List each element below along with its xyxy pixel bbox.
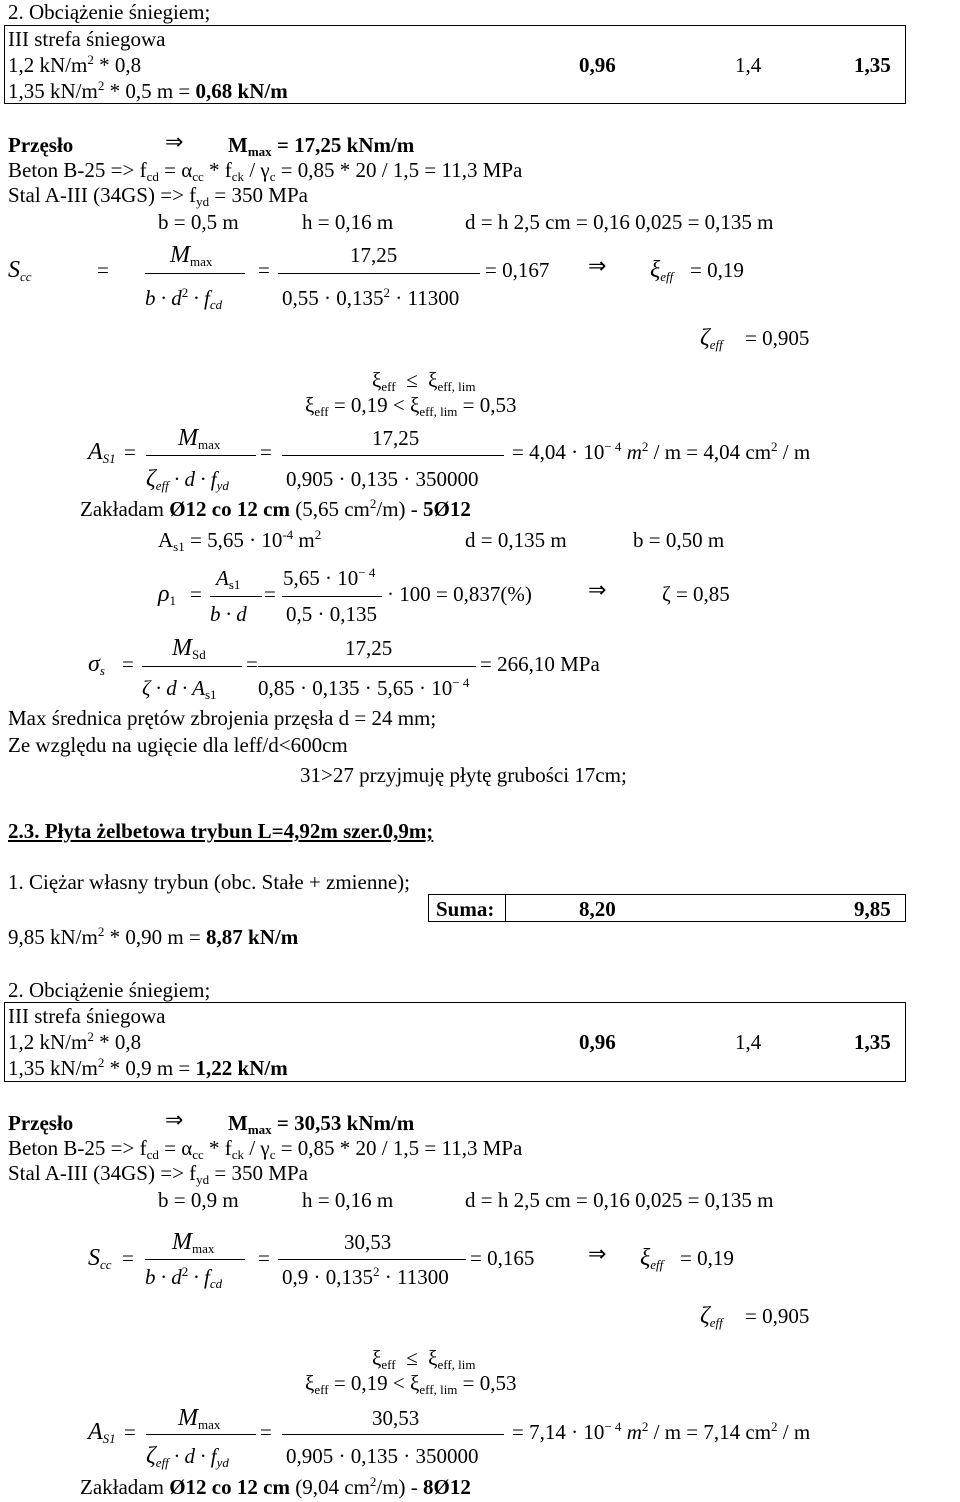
as1-provided: $As1 = 5,65 \cdot 10^{-4}$ $m^2$	[158, 527, 322, 554]
section-title: 2.3. Płyta żelbetowa trybun L=4,92m szer.0,9m;	[8, 819, 434, 843]
rho-numerator: As1	[216, 566, 241, 592]
snow-design-value: 1,35	[854, 53, 891, 77]
fraction-bar-8	[258, 666, 476, 667]
zeta-value: ζ = 0,85	[662, 582, 730, 606]
snow-load-tail: * 0,8	[93, 53, 142, 77]
sigma-denominator: ζ · d · As1	[142, 676, 217, 702]
rho-den-value: 0,5 · 0,135	[286, 602, 377, 626]
scc-numerator-2: Mmax	[172, 1229, 215, 1256]
max-bar-diameter-note: Max średnica prętów zbrojenia przęsła d = 24 mm;	[8, 706, 437, 730]
as1-num-value-2: 30,53	[372, 1406, 420, 1430]
xi-compare-3: ξeff ≤ ξeff, lim	[372, 1346, 476, 1372]
as1-result: = $4,04 \cdot 10^{- 4}$ $m^2 / m = 4,04$ $cm^2$ / m	[512, 439, 811, 464]
scc-result-2: = 0,165	[470, 1246, 535, 1270]
height-h: h = 0,16 m	[302, 210, 394, 234]
concrete-line: Beton B-25 => fcd = αcc * fck / γc = 0,85 * 20 / 1,5 = 11,3 MPa	[8, 158, 523, 184]
xi-eff-result-2: = 0,19	[680, 1246, 734, 1270]
self-weight-heading: 1. Ciężar własny trybun (obc. Stałe + zmienne);	[8, 870, 410, 894]
snow-char-value-2: 0,96	[579, 1030, 616, 1054]
snow-load-line	[8, 79, 288, 106]
rho-denominator: b · d	[210, 602, 247, 626]
implies-arrow-icon: ⇒	[165, 130, 184, 155]
zeta-eff: ζeff	[700, 325, 723, 352]
fraction-bar-9	[145, 1259, 245, 1260]
fraction-bar-4	[282, 455, 504, 456]
implies-arrow-icon-5: ⇒	[588, 1242, 607, 1267]
as1-den-value-2: 0,905 · 0,135 · 350000	[286, 1444, 479, 1468]
steel-text: Stal A-III (34GS) => f	[8, 183, 197, 207]
sigma-result: = 266,10 MPa	[480, 652, 600, 676]
equals-3: =	[124, 440, 136, 464]
mmax-value: = 17,25 kNm/m	[271, 133, 415, 157]
equals-10: =	[258, 1246, 270, 1270]
as1-numerator: Mmax	[178, 425, 221, 452]
implies-arrow-icon-4: ⇒	[165, 1108, 184, 1133]
line-sq: 2	[97, 78, 105, 93]
as1-label-2: AS1	[88, 1419, 116, 1446]
scc-num-value: 17,25	[350, 243, 398, 267]
as1-den-value: 0,905 · 0,135 · 350000	[286, 467, 479, 491]
steel-sub: yd	[196, 194, 210, 209]
snow-safety-factor: 1,4	[735, 53, 762, 77]
scc-denominator: $b \cdot d^2$ · fcd	[145, 285, 223, 312]
depth-d-2: d = h 2,5 cm = 0,16 0,025 = 0,135 m	[465, 1188, 774, 1212]
fraction-bar-7	[142, 666, 242, 667]
snow-zone-label-2: III strefa śniegowa	[8, 1004, 166, 1028]
b-value: b = 0,50 m	[633, 528, 725, 552]
concrete-line-2: Beton B-25 => fcd = αcc * fck / γc = 0,85 * 20 / 1,5 = 11,3 MPa	[8, 1136, 523, 1162]
reinforcement-choice: Zakładam Ø12 co 12 cm (5,65 $cm^2/m$) - 5Ø12	[80, 496, 471, 521]
equals-8: =	[246, 652, 258, 676]
zeta-eff-result: = 0,905	[745, 326, 810, 350]
equals-2: =	[258, 258, 270, 282]
xi-compare-2: ξeff = 0,19 < ξeff, lim = 0,53	[305, 393, 517, 419]
equals-12: =	[260, 1420, 272, 1444]
xi-compare-1: ξeff ≤ ξeff, lim	[372, 368, 476, 394]
equals-9: =	[122, 1246, 134, 1270]
as1-num-value: 17,25	[372, 426, 420, 450]
slab-thickness-note: 31>27 przyjmuję płytę grubości 17cm;	[300, 763, 627, 787]
fraction-bar-3	[146, 455, 256, 456]
span-label: Przęsło	[8, 133, 74, 157]
d-value: d = 0,135 m	[465, 528, 567, 552]
line-result: 0,68 kN/m	[195, 79, 288, 103]
zeta-eff-2: ζeff	[700, 1303, 723, 1330]
sigma-numerator: MSd	[172, 635, 206, 662]
fraction-bar-11	[146, 1434, 256, 1435]
as1-denominator: ζeff · d · fyd	[146, 466, 229, 493]
reinforcement-choice-2: Zakładam Ø12 co 12 cm (9,04 $cm^2/m$) - 8Ø12	[80, 1474, 471, 1499]
rho-result: · 100 = 0,837(%)	[387, 582, 532, 606]
snow-load-line-2: 1,35 $kN/m^2 * 0,9$ m = 1,22 kN/m	[8, 1055, 288, 1080]
as1-result-2: = $7,14 \cdot 10^{- 4}$ $m^2 / m = 7,14$ $cm^2$ / m	[512, 1419, 811, 1444]
snow-safety-factor-2: 1,4	[735, 1030, 762, 1054]
equals: =	[97, 258, 109, 282]
snow-zone-label: III strefa śniegowa	[8, 27, 166, 51]
mmax-line-2: Mmax = 30,53 kNm/m	[228, 1111, 415, 1137]
mmax-line	[228, 133, 414, 160]
fraction-bar-12	[282, 1434, 504, 1435]
equals-7: =	[122, 652, 134, 676]
deflection-note: Ze względu na ugięcie dla leff/d<600cm	[8, 733, 348, 757]
sigma-num-value: 17,25	[345, 636, 393, 660]
scc-num-value-2: 30,53	[344, 1230, 392, 1254]
sum-table-divider	[505, 894, 506, 922]
snow-load-sq: 2	[87, 52, 94, 67]
scc-result: = 0,167	[485, 258, 550, 282]
xi-compare-4: ξeff = 0,19 < ξeff, lim = 0,53	[305, 1371, 517, 1397]
xi-eff: ξeff	[650, 257, 674, 284]
scc-den-value: $0,55 \cdot 0,135^2 \cdot 11300$	[282, 285, 460, 310]
scc-den-value-2: $0,9 \cdot 0,135^2 \cdot 11300$	[282, 1264, 449, 1289]
self-weight-line: 9,85 $kN/m^2 * 0,90$ m = 8,87 kN/m	[8, 924, 299, 949]
snow-load-row	[8, 53, 141, 80]
xi-eff-result: = 0,19	[690, 258, 744, 282]
sigma-den-value: $0,85 \cdot 0,135 \cdot 5,65 \cdot 10^{- 4}$	[258, 675, 470, 700]
snow-design-value-2: 1,35	[854, 1030, 891, 1054]
as1-numerator-2: Mmax	[178, 1405, 221, 1432]
equals-4: =	[260, 440, 272, 464]
snow-load-text: 1,2 kN/m	[8, 53, 88, 77]
equals-5: =	[190, 582, 202, 606]
fraction-bar-10	[278, 1259, 466, 1260]
width-b: b = 0,5 m	[158, 210, 239, 234]
rho-num-value: $5,65 \cdot 10^{- 4}$	[283, 565, 376, 590]
fraction-bar-6	[282, 596, 382, 597]
width-b-2: b = 0,9 m	[158, 1188, 239, 1212]
sum-value-1: 8,20	[579, 897, 616, 921]
mmax-m: M	[228, 133, 248, 157]
fraction-bar-5	[210, 596, 262, 597]
line-mid: * 0,5 m =	[104, 79, 196, 103]
scc-label-2: Scc	[88, 1245, 112, 1272]
line-text: 1,35 kN/m	[8, 79, 98, 103]
snow-load-heading: 2. Obciążenie śniegiem;	[8, 0, 211, 24]
steel-line	[8, 183, 308, 210]
steel-value: = 350 MPa	[209, 183, 308, 207]
snow-char-value: 0,96	[579, 53, 616, 77]
depth-d: d = h 2,5 cm = 0,16 0,025 = 0,135 m	[465, 210, 774, 234]
implies-arrow-icon-2: ⇒	[588, 254, 607, 279]
sum-value-2: 9,85	[854, 897, 891, 921]
snow-load-heading-2: 2. Obciążenie śniegiem;	[8, 978, 211, 1002]
mmax-sub: max	[247, 144, 272, 159]
fraction-bar	[145, 273, 245, 274]
scc-label: Scc	[8, 257, 32, 284]
sum-label: Suma:	[436, 897, 495, 921]
xi-eff-2: ξeff	[640, 1245, 664, 1272]
scc-denominator-2: $b \cdot d^2$ · fcd	[145, 1264, 223, 1291]
as1-denominator-2: ζeff · d · fyd	[146, 1443, 229, 1470]
as1-label: AS1	[88, 439, 116, 466]
sum-table	[428, 894, 906, 922]
sigma-label: σs	[88, 651, 105, 678]
implies-arrow-icon-3: ⇒	[588, 578, 607, 603]
fraction-bar-2	[278, 273, 480, 274]
steel-line-2: Stal A-III (34GS) => fyd = 350 MPa	[8, 1161, 308, 1187]
height-h-2: h = 0,16 m	[302, 1188, 394, 1212]
zeta-eff-result-2: = 0,905	[745, 1304, 810, 1328]
snow-load-row-2: 1,2 $kN/m^2 * 0,8$	[8, 1029, 142, 1054]
span-label-2: Przęsło	[8, 1111, 74, 1135]
equals-6: =	[264, 582, 276, 606]
equals-11: =	[124, 1420, 136, 1444]
scc-numerator: Mmax	[170, 242, 213, 269]
rho-label: ρ1	[158, 581, 177, 608]
